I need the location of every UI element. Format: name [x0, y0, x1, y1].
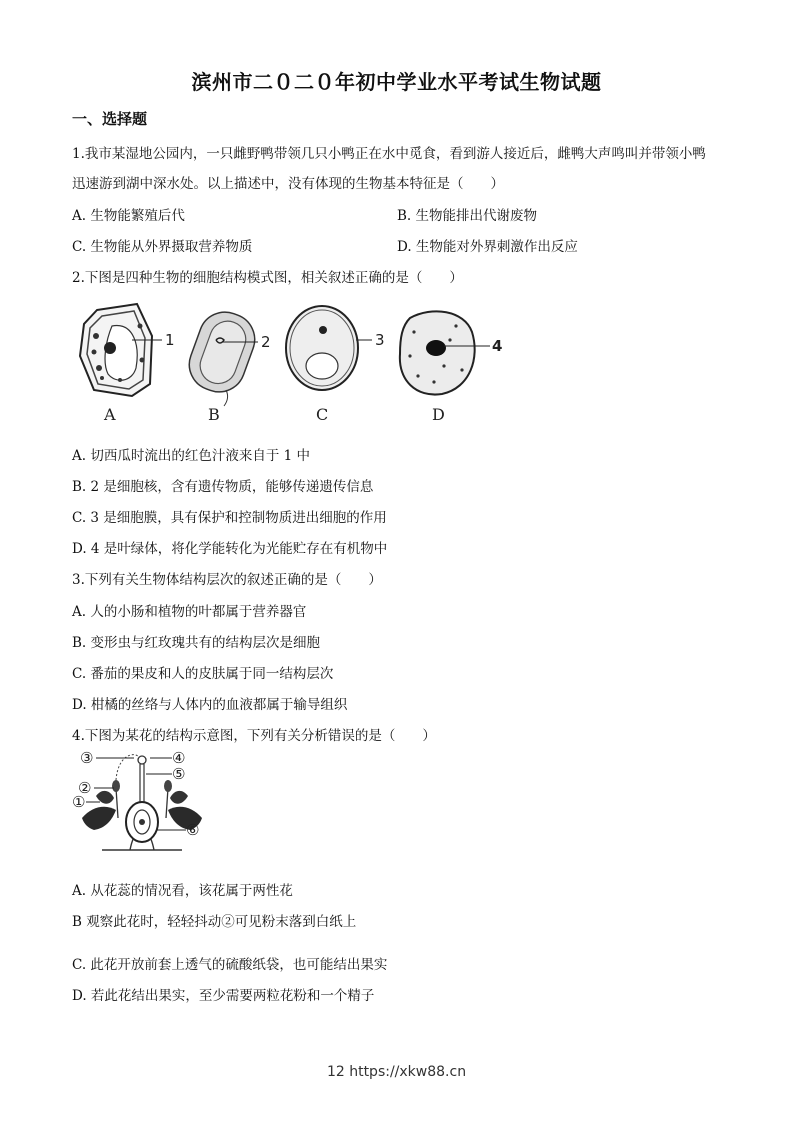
flower-part-5: ⑤: [172, 765, 186, 783]
q4-stem: 4.下图为某花的结构示意图，下列有关分析错误的是（ ）: [72, 728, 436, 744]
q4-option-c: C. 此花开放前套上透气的硫酸纸袋，也可能结出果实: [72, 957, 388, 973]
q3-option-d: D. 柑橘的丝络与人体内的血液都属于输导组织: [72, 697, 348, 713]
round-cell-figure: [286, 306, 372, 390]
flower-part-3: ③: [80, 749, 94, 767]
q2-option-c: C. 3 是细胞膜，具有保护和控制物质进出细胞的作用: [72, 510, 387, 526]
flower-part-1: ①: [72, 793, 86, 811]
q2-stem: 2.下图是四种生物的细胞结构模式图，相关叙述正确的是（ ）: [72, 270, 463, 286]
q2-option-a: A. 切西瓜时流出的红色汁液来自于 1 中: [72, 448, 311, 464]
flower-part-2: ②: [78, 779, 92, 797]
q2-option-b: B. 2 是细胞核，含有遗传物质，能够传递遗传信息: [72, 479, 374, 495]
q1-stem-line2: 迅速游到湖中深水处。以上描述中，没有体现的生物基本特征是（ ）: [72, 176, 504, 192]
plant-cell-figure: [80, 304, 162, 396]
cell-a-label: A: [104, 405, 116, 424]
q4-option-b: B 观察此花时，轻轻抖动②可见粉末落到白纸上: [72, 914, 357, 930]
flower-structure-diagram: [72, 748, 212, 860]
flower-part-6: ⑥: [186, 821, 200, 839]
cell-c-number: 3: [375, 331, 385, 349]
q1-stem-line1: 1.我市某湿地公园内，一只雌野鸭带领几只小鸭正在水中觅食，看到游人接近后，雌鸭大声鸣叫并带领小鸭: [72, 146, 706, 162]
animal-cell-figure: [400, 311, 490, 394]
q1-option-b: B. 生物能排出代谢废物: [397, 208, 538, 224]
q3-stem: 3.下列有关生物体结构层次的叙述正确的是（ ）: [72, 572, 382, 588]
q4-option-d: D. 若此花结出果实，至少需要两粒花粉和一个精子: [72, 988, 375, 1004]
page-footer: 12 https://xkw88.cn: [326, 1064, 467, 1080]
q2-option-d: D. 4 是叶绿体，将化学能转化为光能贮存在有机物中: [72, 541, 388, 557]
q1-option-a: A. 生物能繁殖后代: [72, 208, 185, 224]
cell-c-label: C: [316, 405, 329, 424]
q3-option-b: B. 变形虫与红玫瑰共有的结构层次是细胞: [72, 635, 321, 651]
section-heading: 一、选择题: [72, 110, 148, 128]
cell-d-number: 4: [492, 337, 503, 355]
rod-cell-figure: [182, 305, 262, 406]
q1-option-c: C. 生物能从外界摄取营养物质: [72, 239, 253, 255]
q4-option-a: A. 从花蕊的情况看，该花属于两性花: [72, 883, 293, 899]
q3-option-a: A. 人的小肠和植物的叶都属于营养器官: [72, 604, 307, 620]
cell-structure-diagram: [72, 296, 512, 426]
q1-option-d: D. 生物能对外界刺激作出反应: [397, 239, 578, 255]
page-title: 滨州市二０二０年初中学业水平考试生物试题: [191, 70, 602, 94]
cell-b-label: B: [208, 405, 220, 424]
cell-a-number: 1: [165, 331, 175, 349]
cell-d-label: D: [432, 405, 445, 424]
cell-b-number: 2: [261, 333, 271, 351]
q3-option-c: C. 番茄的果皮和人的皮肤属于同一结构层次: [72, 666, 334, 682]
flower-part-4: ④: [172, 749, 186, 767]
